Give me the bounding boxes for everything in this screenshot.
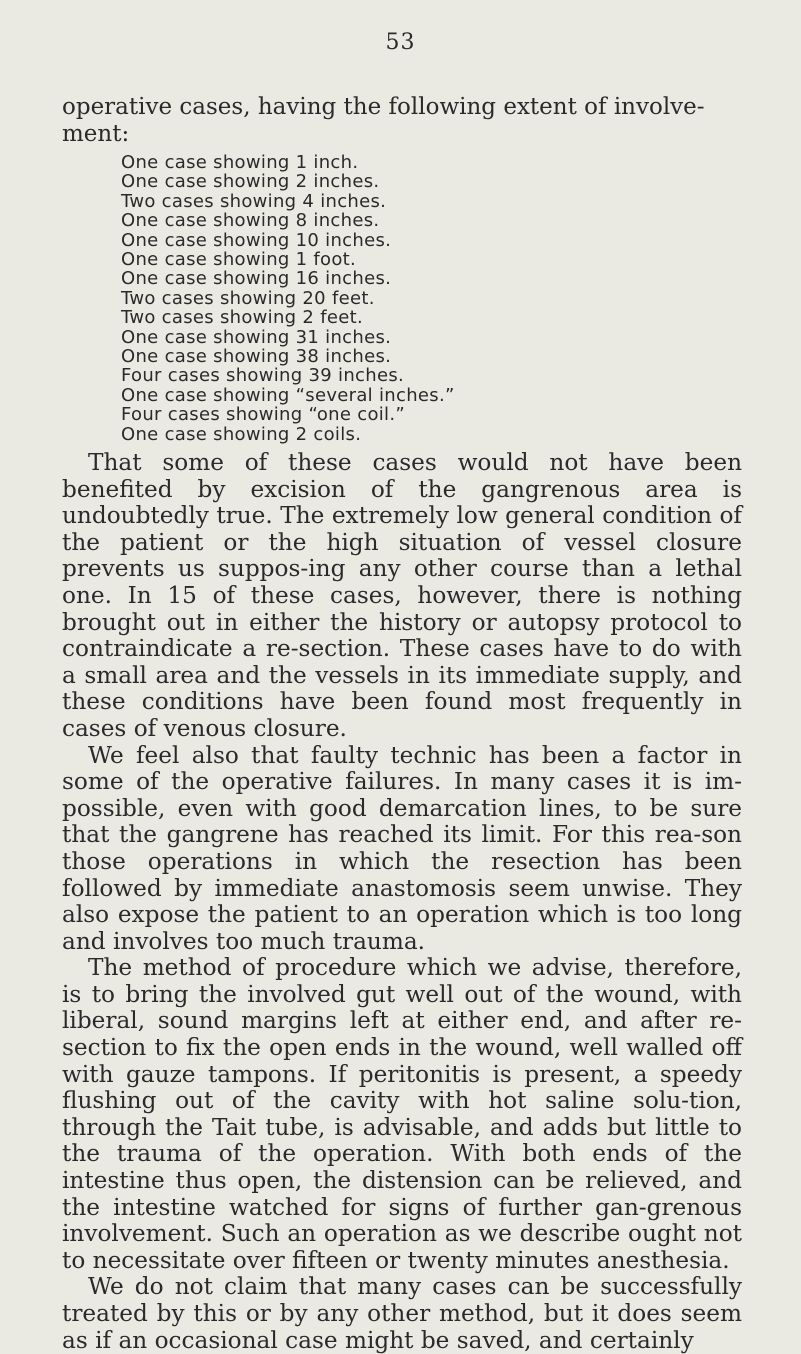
list-item: One case showing 2 coils. [121,423,362,445]
list-item: One case showing 1 inch. [121,152,359,173]
list-item: One case showing “several inches.” [121,384,455,406]
list-item: Four cases showing “one coil.” [121,404,406,426]
list-item: Two cases showing 20 feet. [121,287,375,309]
list-item: Four cases showing 39 inches. [121,365,405,387]
list-item: One case showing 16 inches. [121,268,392,290]
body-text [62,450,742,1354]
list-item: One case showing 8 inches. [121,210,380,232]
list-item: Two cases showing 2 feet. [121,307,363,329]
list-item: One case showing 1 foot. [121,249,357,271]
list-item: One case showing 2 inches. [121,171,380,193]
page-number: 53 [385,30,416,55]
paragraph: That some of these cases would not have been benefited by excision of the gangrenous area is undoubtedly true. The extremely low general condition of the patient or the high situation of vessel closure prevents us suppos-ing any other course than a lethal one. In 15 of these cases, however, there is nothing brought out in either the history or autopsy protocol to contraindicate a re-section. These cases have to do with a small area and the vessels in its immediate supply, and these conditions have been found most frequently in cases of venous closure. [62,449,742,742]
intro-text [62,94,722,148]
list-item: One case showing 31 inches. [121,326,392,348]
list-item: Two cases showing 4 inches. [121,190,387,212]
paragraph: We feel also that faulty technic has been a factor in some of the operative failures. In many cases it is im-possible, even with good demarcation lines, to be sure that the gangrene has reached its limit. For this rea-son those operations in which the resection has been followed by immediate anastomosis seem unwise. They also expose the patient to an operation which is too long and involves too much trauma. [62,741,742,955]
case-list [121,153,455,444]
list-item: One case showing 38 inches. [121,346,392,368]
paragraph: We do not claim that many cases can be successfully treated by this or by any other method, but it does seem as if an occasional case might be saved, and certainly [62,1273,742,1354]
list-item: One case showing 10 inches. [121,229,392,251]
paragraph: The method of procedure which we advise, therefore, is to bring the involved gut well out of the wound, with liberal, sound margins left at either end, and after re-section to fix the open ends in the wound, well walled off with gauze tampons. If peritonitis is present, a speedy flushing out of the cavity with hot saline solu-tion, through the Tait tube, is advisable, and adds but little to the trauma of the operation. With both ends of the intestine thus open, the distension can be relieved, and the intestine watched for signs of further gan-grenous involvement. Such an operation as we describe ought not to necessitate over fifteen or twenty minutes anesthesia. [62,954,742,1274]
intro-line-1: operative cases, having the following extent of involve- [62,94,705,120]
intro-line-2: ment: [62,121,130,147]
